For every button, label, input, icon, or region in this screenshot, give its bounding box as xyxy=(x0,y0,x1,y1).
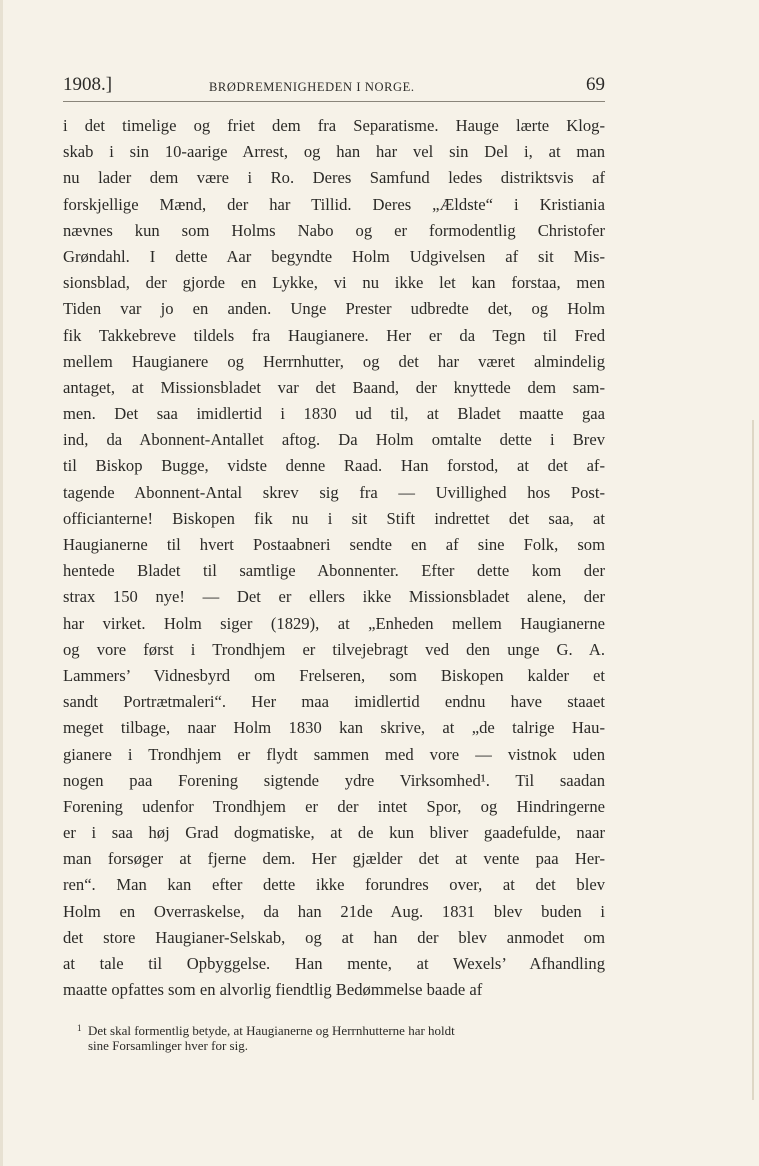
text-line: skab i sin 10-aarige Arrest, og han har vel sin Del i, at man xyxy=(63,142,605,162)
text-line: og vore først i Trondhjem er tilvejebragt ved den unge G. A. xyxy=(63,639,605,659)
text-line: er i saa høj Grad dogmatiske, at de kun bliver gaadefulde, naar xyxy=(63,823,605,843)
text-line: nævnes kun som Holms Nabo og er formodentlig Christofer xyxy=(63,220,605,240)
text-line: meget tilbage, naar Holm 1830 kan skrive, at „de talrige Hau- xyxy=(63,718,605,738)
text-line: det store Haugianer-Selskab, og at han der blev anmodet om xyxy=(63,927,605,947)
text-line: Forening udenfor Trondhjem er der intet Spor, og Hindringerne xyxy=(63,796,605,816)
text-line: at tale til Opbyggelse. Han mente, at Wexels’ Afhandling xyxy=(63,954,605,973)
text-line: Tiden var jo en anden. Unge Prester udbredte det, og Holm xyxy=(63,299,605,319)
footnote-line xyxy=(63,1019,605,1037)
text-line: Haugianerne til hvert Postaabneri sendte en af sine Folk, som xyxy=(63,535,605,554)
text-line: ren“. Man kan efter dette ikke forundres over, at det blev xyxy=(63,875,605,895)
text-line: man forsøger at fjerne dem. Her gjælder det at vente paa Her- xyxy=(63,849,605,869)
text-line: hentede Bladet til samtlige Abonnenter. Efter dette kom der xyxy=(63,561,605,581)
text-line: Lammers’ Vidnesbyrd om Frelseren, som Biskopen kalder et xyxy=(63,665,605,685)
text-line: sandt Portrætmaleri“. Her maa imidlertid endnu have staaet xyxy=(63,692,605,712)
text-line: Holm en Overraskelse, da han 21de Aug. 1831 blev buden i xyxy=(63,901,605,921)
text-line: gianere i Trondhjem er flydt sammen med vore — vistnok uden xyxy=(63,744,605,764)
text-line: men. Det saa imidlertid i 1830 ud til, at Bladet maatte gaa xyxy=(63,404,605,424)
text-line: sionsblad, der gjorde en Lykke, vi nu ikke let kan forstaa, men xyxy=(63,273,605,293)
text-line: maatte opfattes som en alvorlig fiendtlig Bedømmelse baade af xyxy=(63,980,483,1000)
text-line: ind, da Abonnent-Antallet aftog. Da Holm omtalte dette i Brev xyxy=(63,430,605,450)
header-year: 1908.] xyxy=(63,74,113,95)
header-rule xyxy=(63,101,605,102)
text-line: fik Takkebreve tildels fra Haugianere. Her er da Tegn til Fred xyxy=(63,325,605,345)
text-line: har virket. Holm siger (1829), at „Enheden mellem Haugianerne xyxy=(63,613,605,633)
page-header xyxy=(63,74,605,102)
running-title: BRØDREMENIGHEDEN I NORGE. xyxy=(209,80,415,94)
text-line: nu lader dem være i Ro. Deres Samfund ledes distriktsvis af xyxy=(63,168,605,188)
text-line: strax 150 nye! — Det er ellers ikke Missionsbladet alene, der xyxy=(63,587,605,607)
footnote-text: Det skal formentlig betyde, at Haugianerne og Herrnhutterne har holdt xyxy=(88,1023,455,1038)
text-line: til Biskop Bugge, vidste denne Raad. Han forstod, at det af- xyxy=(63,456,605,476)
page-edge-shadow xyxy=(752,420,754,1100)
text-line: mellem Haugianere og Herrnhutter, og det har været almindelig xyxy=(63,351,605,371)
text-line: tagende Abonnent-Antal skrev sig fra — Uvillighed hos Post- xyxy=(63,482,605,502)
footnote-marker: 1 xyxy=(77,1023,82,1033)
text-line: Grøndahl. I dette Aar begyndte Holm Udgivelsen af sit Mis- xyxy=(63,246,605,266)
footnote-line: sine Forsamlinger hver for sig. xyxy=(88,1038,248,1053)
text-line: nogen paa Forening sigtende ydre Virksomhed¹. Til saadan xyxy=(63,770,605,790)
text-line: forskjellige Mænd, der har Tillid. Deres „Ældste“ i Kristiania xyxy=(63,194,605,214)
page-number: 69 xyxy=(586,74,605,95)
text-line: antaget, at Missionsbladet var det Baand, der knyttede dem sam- xyxy=(63,377,605,397)
body-text xyxy=(63,113,605,1003)
footnote xyxy=(63,1019,605,1055)
text-line: i det timelige og friet dem fra Separatisme. Hauge lærte Klog- xyxy=(63,116,605,135)
text-line: officianterne! Biskopen fik nu i sit Stift indrettet det saa, at xyxy=(63,508,605,528)
